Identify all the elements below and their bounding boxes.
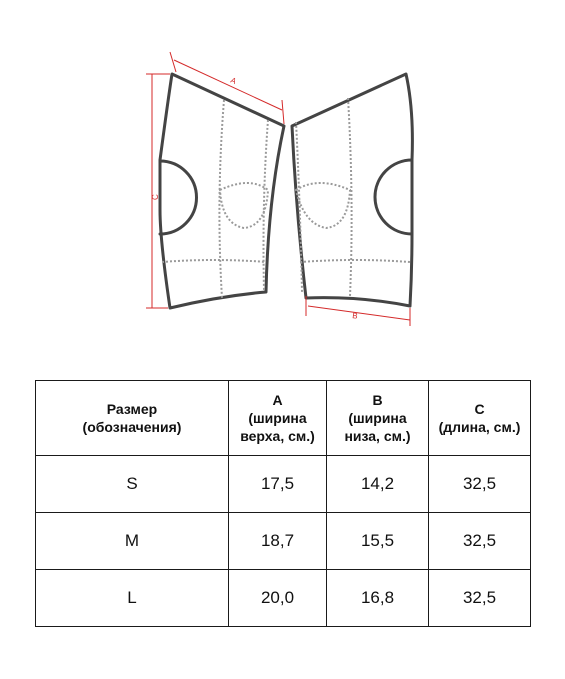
header-b-line1: B [372,392,383,408]
right-seam-oval [296,183,350,228]
measure-b-label: B [351,311,359,321]
header-a-line2: (ширина [248,410,307,426]
cell-b: 15,5 [327,513,429,570]
table-row [36,513,531,570]
cell-size: M [36,513,229,570]
cell-c: 32,5 [429,570,531,627]
size-chart-table [35,380,531,627]
cell-size: S [36,456,229,513]
header-b-line3: низа, см.) [344,428,411,444]
table-row [36,570,531,627]
header-size-line2: (обозначения) [82,419,182,435]
left-patella-cutout [160,161,197,234]
measure-a-tick-2 [282,100,284,124]
header-b-line2: (ширина [348,410,407,426]
measure-c-label: C [151,194,160,200]
cell-size: L [36,570,229,627]
measure-a-tick-1 [170,52,176,72]
table-row [36,456,531,513]
cell-b: 14,2 [327,456,429,513]
cell-a: 18,7 [229,513,327,570]
header-c [429,381,531,456]
measure-a-label: A [229,75,238,87]
cell-a: 17,5 [229,456,327,513]
right-seam-horizontal [300,260,410,262]
header-c-line1: C [474,401,485,417]
header-a [229,381,327,456]
cell-c: 32,5 [429,513,531,570]
header-a-line3: верха, см.) [240,428,315,444]
left-brace-panel [160,74,284,308]
right-seam-vertical-1 [348,98,352,296]
cell-c: 32,5 [429,456,531,513]
cell-b: 16,8 [327,570,429,627]
header-a-line1: A [272,392,283,408]
header-b [327,381,429,456]
header-size [36,381,229,456]
header-size-line1: Размер [106,401,158,417]
cell-a: 20,0 [229,570,327,627]
table-header-row [36,381,531,456]
left-seam-oval [220,183,268,228]
header-c-line2: (длина, см.) [438,419,521,435]
right-patella-cutout [375,160,412,234]
measure-a-line [174,60,282,110]
left-seam-horizontal [162,260,266,262]
measure-b-line [308,306,410,320]
